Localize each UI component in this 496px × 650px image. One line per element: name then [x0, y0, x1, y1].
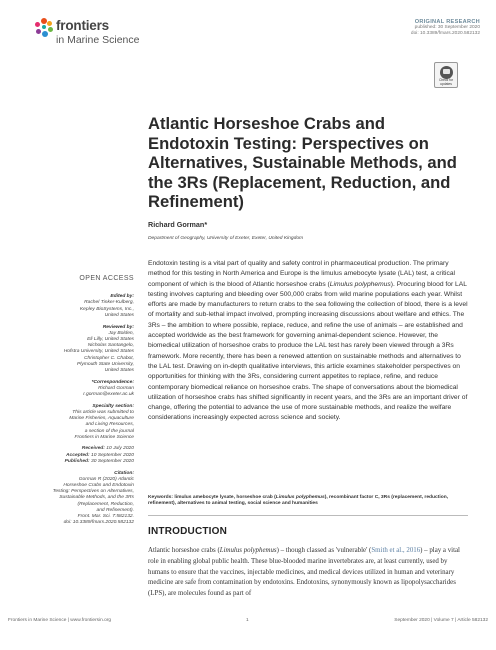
article-type: ORIGINAL RESEARCH	[414, 19, 480, 25]
article-title: Atlantic Horseshoe Crabs and Endotoxin Testing: Perspectives on Alternatives, Sustainable Methods, and the 3Rs (Replacement, Reduction, and Refinement)	[148, 114, 457, 211]
abstract: Endotoxin testing is a vital part of quality and safety control in pharmaceutical production. The primary method for this testing in North America and Europe is the limulus amebocyte lysate (LAL) test, a critical component of which is the blood of Atlantic horseshoe crabs (Limulus polyphemus). Procuring blood for LAL testing involves capturing and bleeding over 500,000 crabs from wild marine populations each year. Whilst efforts are made by manufacturers to return crabs to the sea following the collection of blood, there is a level of mortality and sub-lethal impact involved, prompting increasing discussions about welfare and ethics. The 3Rs – the ambition to where possible, replace, reduce, and refine the use of animals – are established and accepted worldwide as the best framework for governing animal-dependent science. However, the biomedical utilization of horseshoe crabs to produce the LAL test has rarely been viewed through a 3Rs framework. More recently, there has been a renewed attention on sustainable methods and alternatives to the LAL test. Drawing on in-depth qualitative interviews, this article examines stakeholder perspectives on opportunities for thinking with the 3Rs, considering current appetites to replace, refine, and reduce contemporary biomedical reliance on horseshoe crabs. The shape of conversations about the biomedical utilization of horseshoe crabs has shifted significantly in recent years, and the 3Rs are an important driver of change, offering the potential to advance the use of more sustainable methods, and realize the welfare considerations increasingly expected across science and society.	[148, 260, 468, 422]
frontiers-logo[interactable]	[34, 18, 164, 52]
journal-website[interactable]: Frontiers in Marine Science | www.frontiersin.org	[8, 618, 112, 623]
keywords: Keywords: limulus amebocyte lysate, horseshoe crab (Limulus polyphemus), recombinant factor C, 3Rs (replacement, reduction, refinement), alternatives to animal testing, social science and humanities	[148, 495, 449, 507]
brand-name: frontiers	[56, 18, 109, 33]
specialty-section: Specialty section: This article was submitted to Marine Fisheries, Aquaculture and Living Resources, a section of the journal Frontiers in Marine Science	[69, 403, 134, 440]
citation-link[interactable]: Smith et al., 2016	[371, 547, 421, 554]
citation-section: Citation: Gorman R (2020) Atlantic Horseshoe Crabs and Endotoxin Testing: Perspectives on Alternatives, Sustainable Methods, and the 3Rs (Replacement, Reduction, and Refinement). Front. Mar. Sci. 7:582132. doi: 10.3389/fmars.2020.582132	[42, 471, 134, 527]
published-date: published: 30 September 2020	[414, 25, 480, 30]
dates-section: Received: 10 July 2020 Accepted: 10 September 2020 Published: 30 September 2020	[64, 446, 134, 464]
correspondence-section: *Correspondence: Richard Gorman r.gorman@exeter.ac.uk	[42, 380, 134, 399]
journal-name: in Marine Science	[56, 34, 140, 46]
frontiers-logo-mark	[34, 18, 54, 38]
check-for-updates-button[interactable]	[434, 62, 458, 88]
doi[interactable]: doi: 10.3389/fmars.2020.582132	[410, 31, 480, 37]
introduction-heading: INTRODUCTION	[148, 526, 228, 537]
introduction-text: Atlantic horseshoe crabs (Limulus polyphemus) – though classed as 'vulnerable' (Smith et al., 2016) – play a vital role in enabling global public health. These blue-blooded marine invertebrates are, at least currently, used by humans to ensure that the vaccines, injectable medicines, and medical devices utilized in human and veterinary medicine are safe from contamination by endotoxins. Endotoxins, synonymously known as lipopolysaccharides (LPS), are molecules found as part of	[148, 547, 460, 598]
page-number: 1	[246, 618, 249, 623]
author-name[interactable]: Richard Gorman*	[148, 220, 208, 229]
edited-by-section: Edited by: Rachel Tinker-Kulberg, Kepley BioSystems, Inc., United States	[79, 294, 134, 318]
correspondence-email[interactable]: r.gorman@exeter.ac.uk	[83, 392, 134, 398]
author-affiliation: Department of Geography, University of Exeter, Exeter, United Kingdom	[148, 236, 304, 241]
article-sidebar	[42, 276, 134, 532]
citation-doi[interactable]: doi: 10.3389/fmars.2020.582132	[63, 520, 134, 526]
volume-info: September 2020 | Volume 7 | Article 582132	[394, 618, 488, 623]
open-access-label: OPEN ACCESS	[79, 275, 134, 282]
article-meta	[411, 19, 480, 37]
section-divider	[148, 515, 468, 516]
check-updates-label: Check for updates	[438, 78, 454, 86]
reviewed-by-section: Reviewed by: Jay Bolden, Eli Lilly, United States Nicholas Santangelo, Hofstra University, United States Christopher C. Chabot, Plymouth State University, United States	[63, 324, 134, 373]
